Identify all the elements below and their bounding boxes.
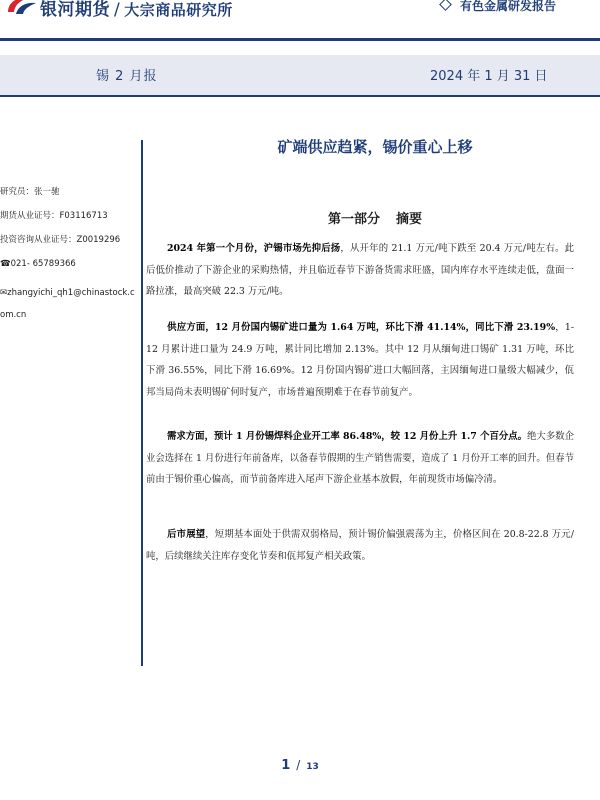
paragraph-lead: 2024 年第一个月份，沪锡市场先抑后扬: [167, 243, 341, 254]
analyst-sidebar: [0, 186, 138, 326]
paragraph-lead: 后市展望: [167, 529, 206, 540]
email-link[interactable]: ✉zhangyichi_qh1@chinastock.com.cn: [0, 288, 135, 320]
title-band: [0, 55, 600, 95]
page-title: 矿端供应趋紧，锡价重心上移: [277, 138, 473, 156]
section-heading: [150, 208, 600, 227]
institute-name: 大宗商品研究所: [124, 1, 233, 19]
outlook-paragraph: [146, 524, 574, 567]
futures-cert: 期货从业证号：F03116713: [0, 211, 108, 221]
paragraph-body: 绝大多数企业会选择在 1 月份进行年前备库，以备春节假期的生产销售需要，造成了 1 月份开工率的回升。但春节前由于锡价重心偏高，而节前备库进入尾声下游企业基本放假，年前现货市场偏冷清。: [146, 431, 574, 485]
galaxy-logo-icon: [4, 0, 38, 16]
analyst-name: 研究员：张一驰: [0, 187, 60, 197]
page-separator: /: [296, 758, 301, 772]
report-type: [441, 0, 556, 14]
supply-paragraph: [146, 317, 574, 403]
page-current: 1: [281, 758, 291, 773]
brand-name: [40, 0, 233, 20]
page-total: 13: [306, 762, 319, 772]
demand-paragraph: [146, 426, 574, 491]
report-type-label: 有色金属研发报告: [459, 0, 556, 13]
paragraph-body: ，1-12 月累计进口量为 24.9 万吨，累计同比增加 2.13%。其中 12 月从缅甸进口锡矿 1.31 万吨，环比下滑 36.55%，同比下滑 16.69%。12 月份国内锡矿进口大幅回落，主因缅甸进口量级大幅减少，佤邦当局尚未表明锡矿何时复产，市场普遍预期难于在春节前复产。: [146, 322, 575, 398]
paragraph-lead: 需求方面，预计 1 月份锡焊料企业开工率 86.48%，较 12 月份上升 1.7 个百分点。: [167, 431, 528, 442]
paragraph-body: ，从开年的 21.1 万元/吨下跌至 20.4 万元/吨左右。此后低价推动了下游企业的采购热情，并且临近春节下游备货需求旺盛，国内库存水平连续走低，盘面一路拉涨，最高突破 22.3 万元/吨。: [146, 243, 574, 297]
sidebar-divider: [141, 140, 143, 666]
summary-paragraph: [146, 238, 574, 303]
section-number: 第一部分: [327, 212, 380, 227]
diamond-icon: [439, 0, 452, 11]
report-date: 2024 年 1 月 31 日: [430, 69, 548, 84]
band-divider: [0, 95, 600, 97]
brand-slash-icon: /: [114, 0, 121, 20]
header-divider: [0, 38, 600, 41]
report-header: [0, 0, 600, 40]
brand-title: 银河期货: [40, 0, 110, 20]
page-number: [0, 754, 600, 773]
consult-cert: 投资咨询从业证号：Z0019296: [0, 235, 121, 245]
section-name: 摘要: [396, 212, 423, 227]
report-name: 锡 2 月报: [96, 69, 158, 84]
phone: ☎021- 65789366: [0, 259, 76, 269]
paragraph-body: ，短期基本面处于供需双弱格局，预计锡价偏强震荡为主，价格区间在 20.8-22.8 万元/吨，后续继续关注库存变化节奏和佤邦复产相关政策。: [146, 529, 574, 562]
paragraph-lead: 供应方面，12 月份国内锡矿进口量为 1.64 万吨，环比下滑 41.14%，同比下滑 23.19%: [167, 322, 556, 333]
